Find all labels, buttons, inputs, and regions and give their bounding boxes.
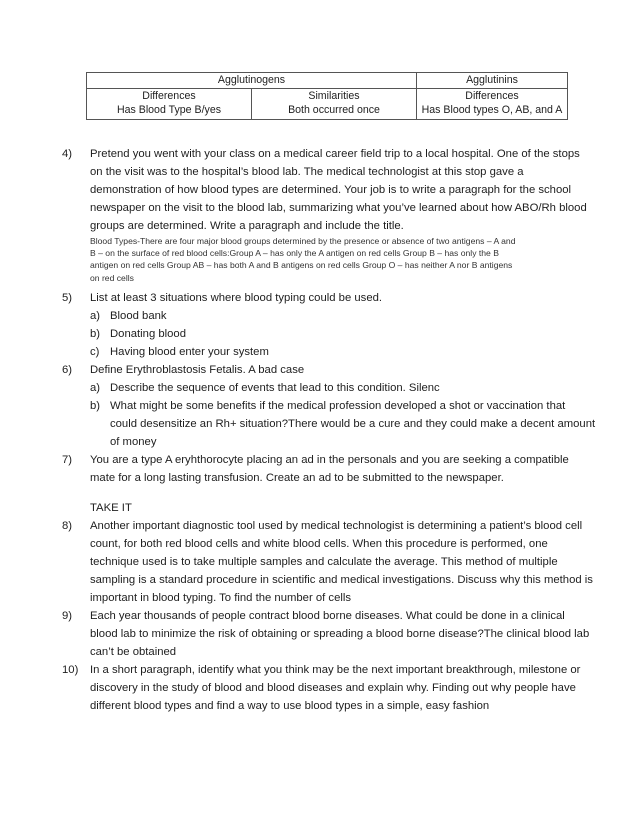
question-line: 5) List at least 3 situations where blood typing could be used. — [62, 289, 572, 307]
answer-line: on red cells — [90, 272, 134, 283]
question-number: 7) — [62, 454, 73, 466]
list-item-continuation: of money — [110, 436, 157, 448]
question-line: different blood types and find a way to use blood types in a simple, easy fashion — [90, 700, 490, 712]
question-line: technique used is to take multiple samples and calculate the average. This method of multiple — [90, 556, 558, 568]
question-line: can’t be obtained — [90, 646, 177, 658]
table-cell-differences-right: Differences Has Blood types O, AB, and A — [417, 89, 568, 120]
question-7 — [62, 451, 572, 517]
question-5 — [62, 289, 572, 361]
question-line: 7) You are a type A eryhthorocyte placing an ad in the personals and you are seeking a compatible — [62, 451, 572, 469]
answer-line: B – on the surface of red blood cells:Group A – has only the A antigen on red cells Group B – has only the B — [90, 248, 499, 259]
question-line: 4) Pretend you went with your class on a medical career field trip to a local hospital. One of the stops — [62, 145, 572, 163]
question-line: blood lab to minimize the risk of obtaining or spreading a blood borne disease?The clinical blood lab — [90, 628, 590, 640]
question-line: 8) Another important diagnostic tool used by medical technologist is determining a patient’s blood cell — [62, 517, 572, 535]
question-number: 8) — [62, 520, 73, 532]
question-number: 5) — [62, 292, 73, 304]
question-number: 9) — [62, 610, 73, 622]
question-line: 6) Define Erythroblastosis Fetalis. A bad case — [62, 361, 572, 379]
list-item: a) Blood bank — [90, 310, 167, 322]
question-4 — [62, 145, 587, 284]
question-9 — [62, 607, 590, 661]
question-line: demonstration of how blood types are determined. Your job is to write a paragraph for the school — [90, 184, 572, 196]
table-cell-differences-left: Differences Has Blood Type B/yes — [87, 89, 252, 120]
question-line: 9) Each year thousands of people contract blood borne diseases. What could be done in a clinical — [62, 607, 572, 625]
list-item-continuation: could desensitize an Rh+ situation?There would be a cure and they could make a decent amount — [110, 418, 596, 430]
answer-line: Blood Types-There are four major blood groups determined by the presence or absence of two antigens – A and — [90, 236, 516, 246]
question-8 — [62, 517, 593, 607]
question-line: count, for both red blood cells and white blood cells. When this procedure is performed, one — [90, 538, 548, 550]
question-line: newspaper on the visit to the blood lab, summarizing what you’ve learned about how ABO/Rh blood — [90, 202, 587, 214]
question-line: discovery in the study of blood and blood diseases and explain why. Finding out why people have — [90, 682, 576, 694]
agglutinins-header: Agglutinins — [417, 73, 568, 89]
table-cell-similarities: Similarities Both occurred once — [252, 89, 417, 120]
question-number: 10) — [62, 664, 79, 676]
answer-line: antigen on red cells Group AB – has both A and B antigens on red cells Group O – has neither A nor B antigens — [90, 260, 513, 271]
question-10 — [62, 661, 581, 715]
question-line: important in blood typing. To find the number of cells — [90, 592, 352, 604]
question-line: on the visit was to the hospital’s blood lab. The medical technologist at this stop gave a — [90, 166, 524, 178]
list-item: b) Donating blood — [90, 328, 187, 340]
question-line: groups are determined. Write a paragraph and include the title. — [90, 220, 404, 232]
agglutinogens-header: Agglutinogens — [87, 73, 417, 89]
question-number: 4) — [62, 148, 73, 160]
answer-line: TAKE IT — [90, 502, 132, 514]
question-number: 6) — [62, 364, 73, 376]
question-line: sampling is a standard procedure in scientific and medical investigations. Discuss why this method is — [90, 574, 593, 586]
list-item: a) Describe the sequence of events that lead to this condition. Silenc — [90, 382, 440, 394]
blood-type-table — [86, 72, 568, 120]
question-line: mate for a long lasting transfusion. Create an ad to be submitted to the newspaper. — [90, 472, 504, 484]
question-line: 10) In a short paragraph, identify what you think may be the next important breakthrough, milestone or — [62, 661, 572, 679]
question-6 — [62, 361, 596, 451]
list-item: c) Having blood enter your system — [90, 346, 269, 358]
list-item: b) What might be some benefits if the medical profession developed a shot or vaccination that — [90, 400, 566, 412]
